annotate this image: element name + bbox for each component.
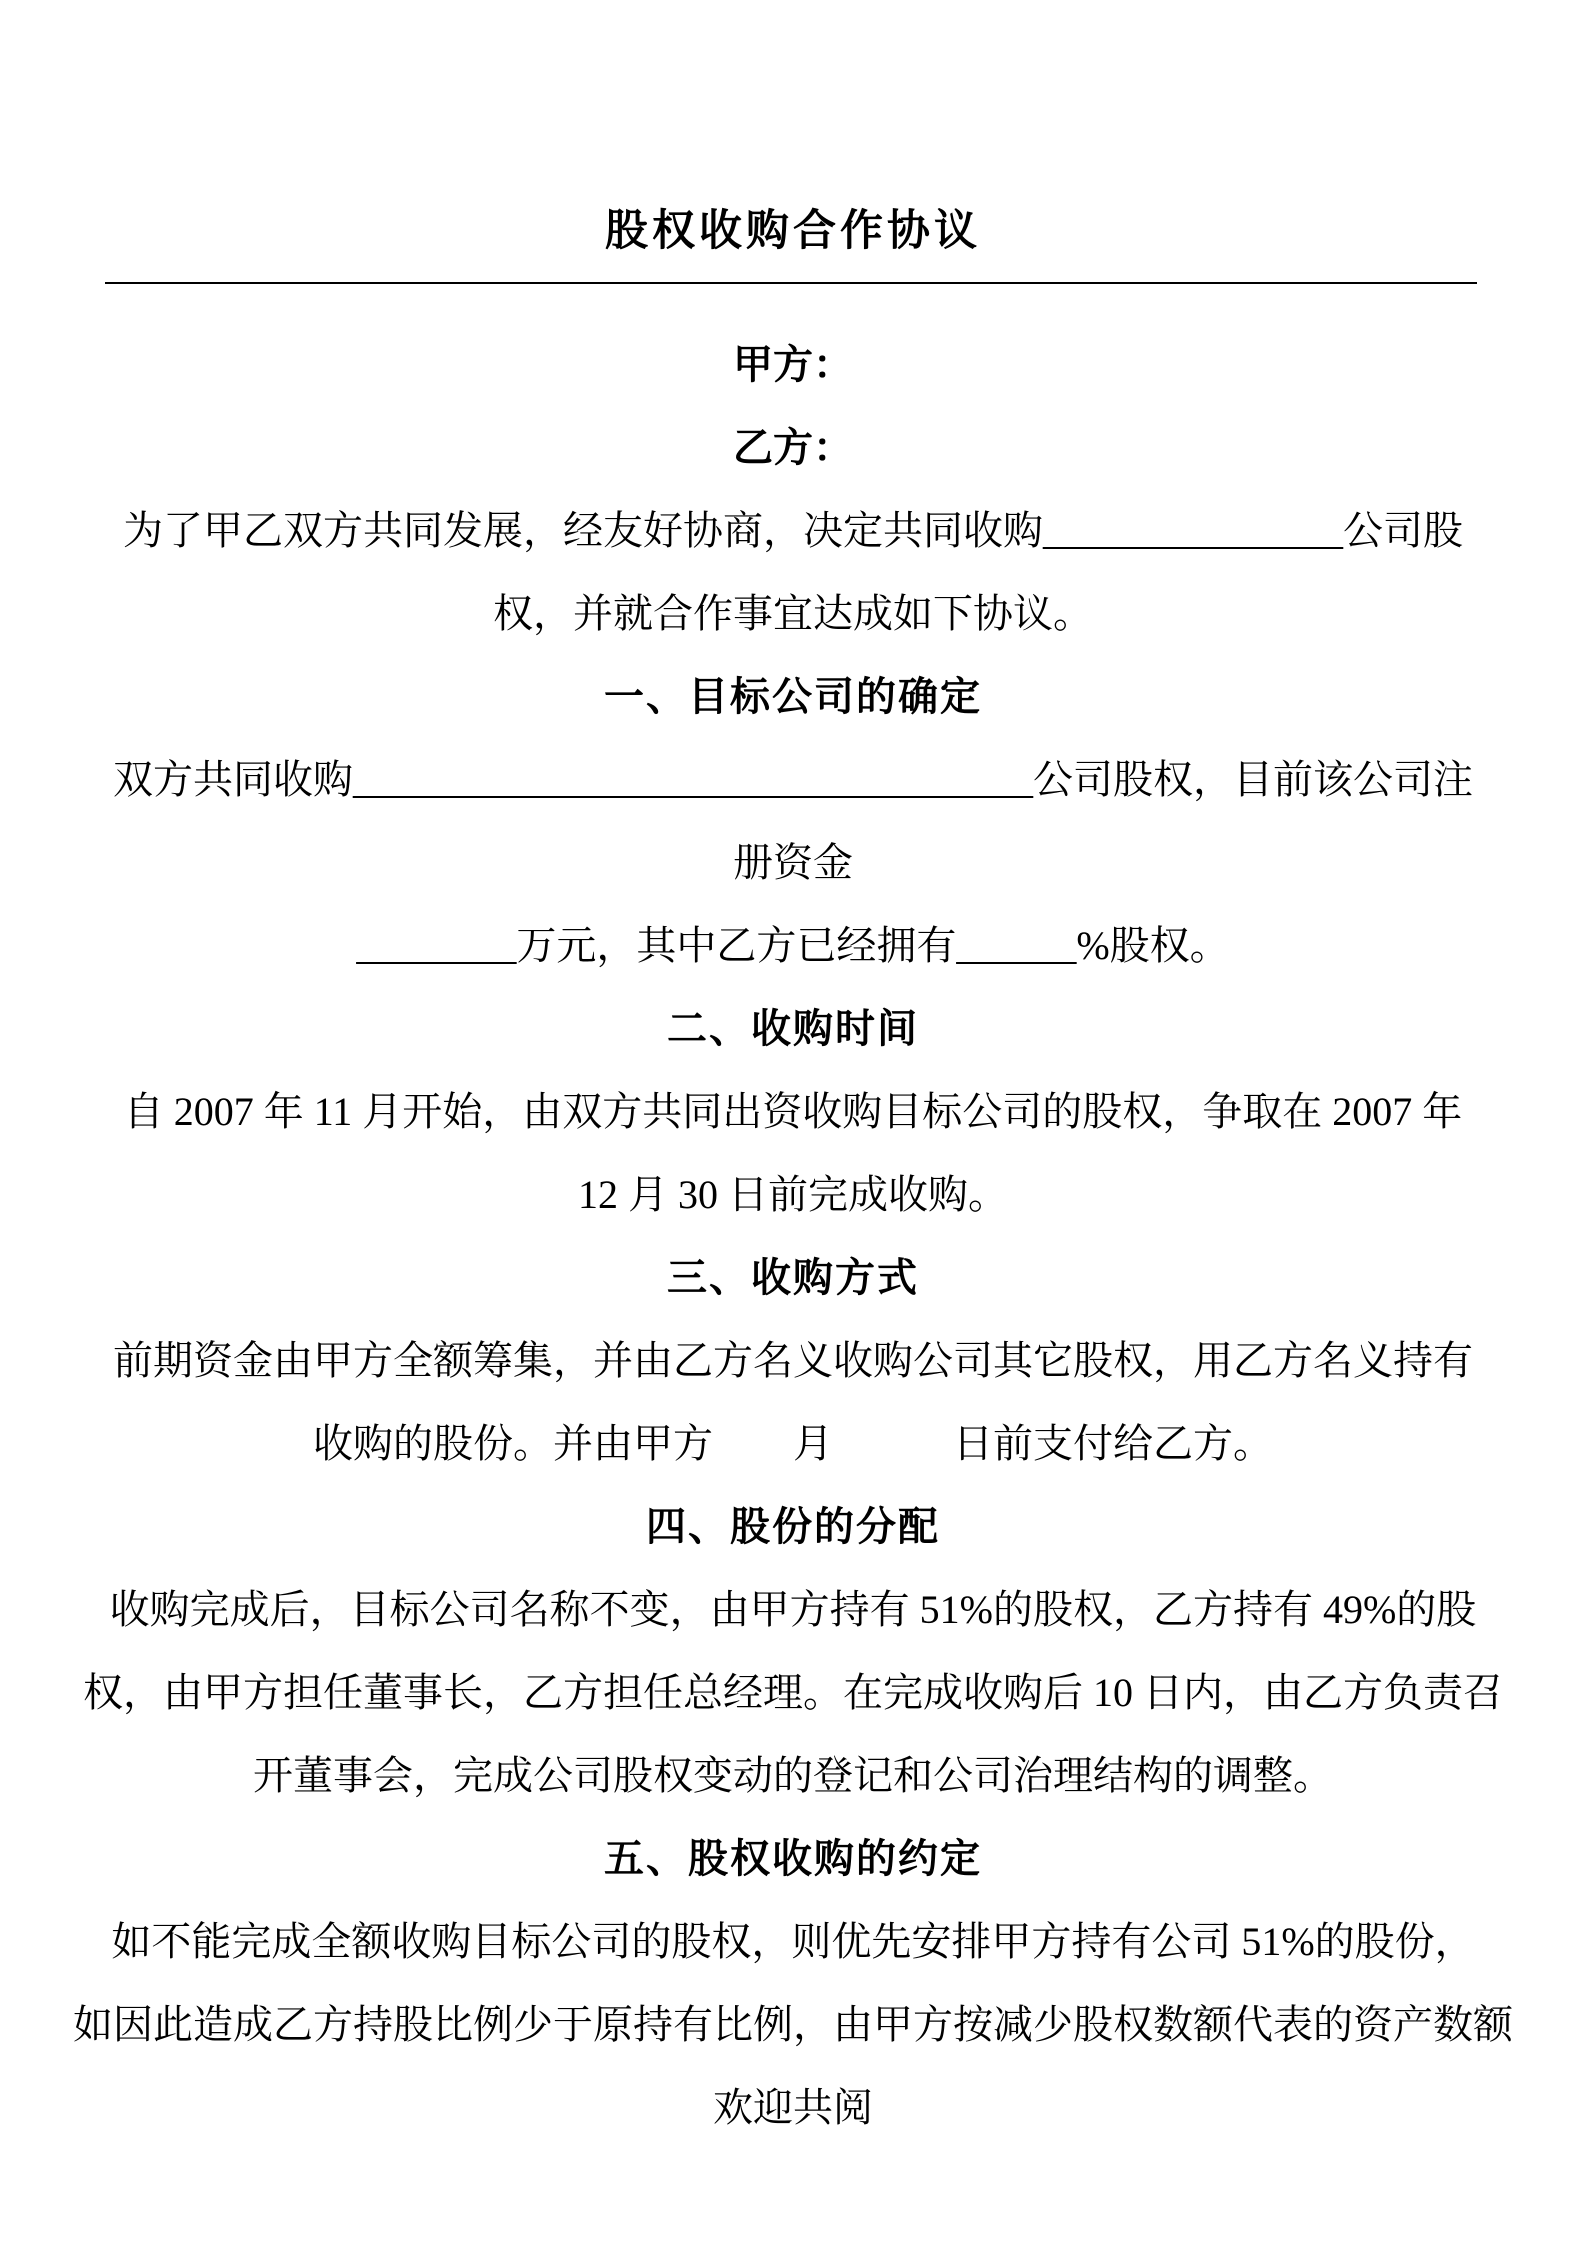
document-body [73, 320, 1513, 2146]
section-two-line-1: 自 2007 年 11 月开始，由双方共同出资收购目标公司的股权，争取在 2007 年 [123, 1089, 1463, 1134]
section-two-line-2: 12 月 30 日前完成收购。 [578, 1172, 1008, 1217]
section-one-heading: 一、目标公司的确定 [604, 674, 982, 719]
section-three-heading: 三、收购方式 [667, 1255, 919, 1300]
section-three-line-2: 收购的股份。并由甲方 月 日前支付给乙方。 [313, 1421, 1273, 1466]
section-four-line-1: 收购完成后，目标公司名称不变，由甲方持有 51%的股权，乙方持有 49%的股 [109, 1587, 1477, 1632]
document-title: 股权收购合作协议 [605, 208, 981, 255]
section-one-line-2: 册资金 [733, 840, 853, 885]
preamble-line-1: 为了甲乙双方共同发展，经友好协商，决定共同收购_______________公司股 [123, 508, 1463, 553]
preamble-line-2: 权，并就合作事宜达成如下协议。 [493, 591, 1093, 636]
section-four-line-2: 权，由甲方担任董事长，乙方担任总经理。在完成收购后 10 日内，由乙方负责召 [83, 1670, 1503, 1715]
footer-note: 欢迎共阅 [713, 2085, 873, 2130]
section-four-line-3: 开董事会，完成公司股权变动的登记和公司治理结构的调整。 [253, 1753, 1333, 1798]
section-five-line-2: 如因此造成乙方持股比例少于原持有比例，由甲方按减少股权数额代表的资产数额 [73, 2002, 1513, 2047]
party-a-label: 甲方： [733, 342, 853, 387]
section-three-line-1: 前期资金由甲方全额筹集，并由乙方名义收购公司其它股权，用乙方名义持有 [113, 1338, 1473, 1383]
party-b-label: 乙方： [733, 425, 853, 470]
section-one-line-3: ________万元，其中乙方已经拥有______%股权。 [356, 923, 1230, 968]
section-five-line-1: 如不能完成全额收购目标公司的股权，则优先安排甲方持有公司 51%的股份， [111, 1919, 1475, 1964]
section-one-line-1: 双方共同收购__________________________________公司股权，目前该公司注 [113, 757, 1473, 802]
section-five-heading: 五、股权收购的约定 [604, 1836, 982, 1881]
section-four-heading: 四、股份的分配 [646, 1504, 940, 1549]
section-two-heading: 二、收购时间 [667, 1006, 919, 1051]
title-divider [105, 282, 1477, 284]
